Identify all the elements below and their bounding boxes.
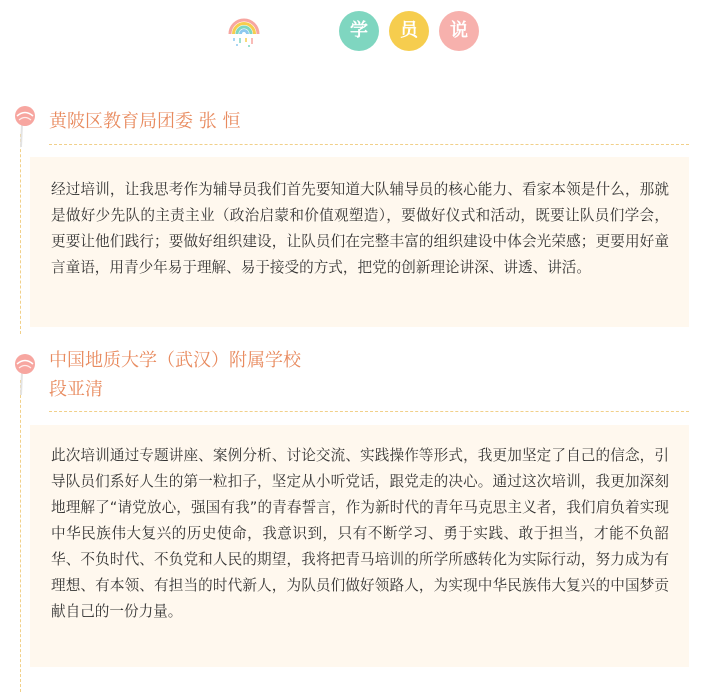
entry-author-name: 段亚清: [49, 379, 103, 400]
header: [0, 0, 703, 62]
quote-text: 经过培训，让我思考作为辅导员我们首先要知道大队辅导员的核心能力、看家本领是什么，那就是做好少先队的主责主业（政治启蒙和价值观塑造），要做好仪式和活动，既要让队员们学会，更要让他们践行；要做好组织建设，让队员们在完整丰富的组织建设中体会光荣感；更要用好童言童语，用青少年易于理解、易于接受的方式，把党的创新理论讲深、讲透、讲活。: [51, 181, 669, 276]
badge-yuan: 员: [389, 11, 429, 51]
badge-xue: 学: [339, 11, 379, 51]
lollipop-icon: [13, 352, 39, 396]
entry-author: 黄陂区教育局团委 张 恒: [49, 111, 241, 132]
entry-author-school: 中国地质大学（武汉）附属学校: [49, 350, 301, 371]
timeline-line: [20, 380, 21, 692]
quote-box: [30, 157, 689, 327]
divider: [49, 144, 689, 145]
quote-box: [30, 425, 689, 667]
lollipop-icon: [13, 104, 39, 148]
divider: [49, 411, 689, 412]
timeline-line: [20, 134, 21, 334]
rainbow-icon: [226, 12, 262, 48]
badge-shuo: 说: [439, 11, 479, 51]
quote-text: 此次培训通过专题讲座、案例分析、讨论交流、实践操作等形式，我更加坚定了自己的信念，引导队员们系好人生的第一粒扣子，坚定从小听党话，跟党走的决心。通过这次培训，我更加深刻地理解了“请党放心，强国有我”的青春誓言，作为新时代的青年马克思主义者，我们肩负着实现中华民族伟大复兴的历史使命，我意识到，只有不断学习、勇于实践、敢于担当，才能不负韶华、不负时代、不负党和人民的期望，我将把青马培训的所学所感转化为实际行动，努力成为有理想、有本领、有担当的时代新人，为队员们做好领路人，为实现中华民族伟大复兴的中国梦贡献自己的一份力量。: [51, 447, 669, 620]
